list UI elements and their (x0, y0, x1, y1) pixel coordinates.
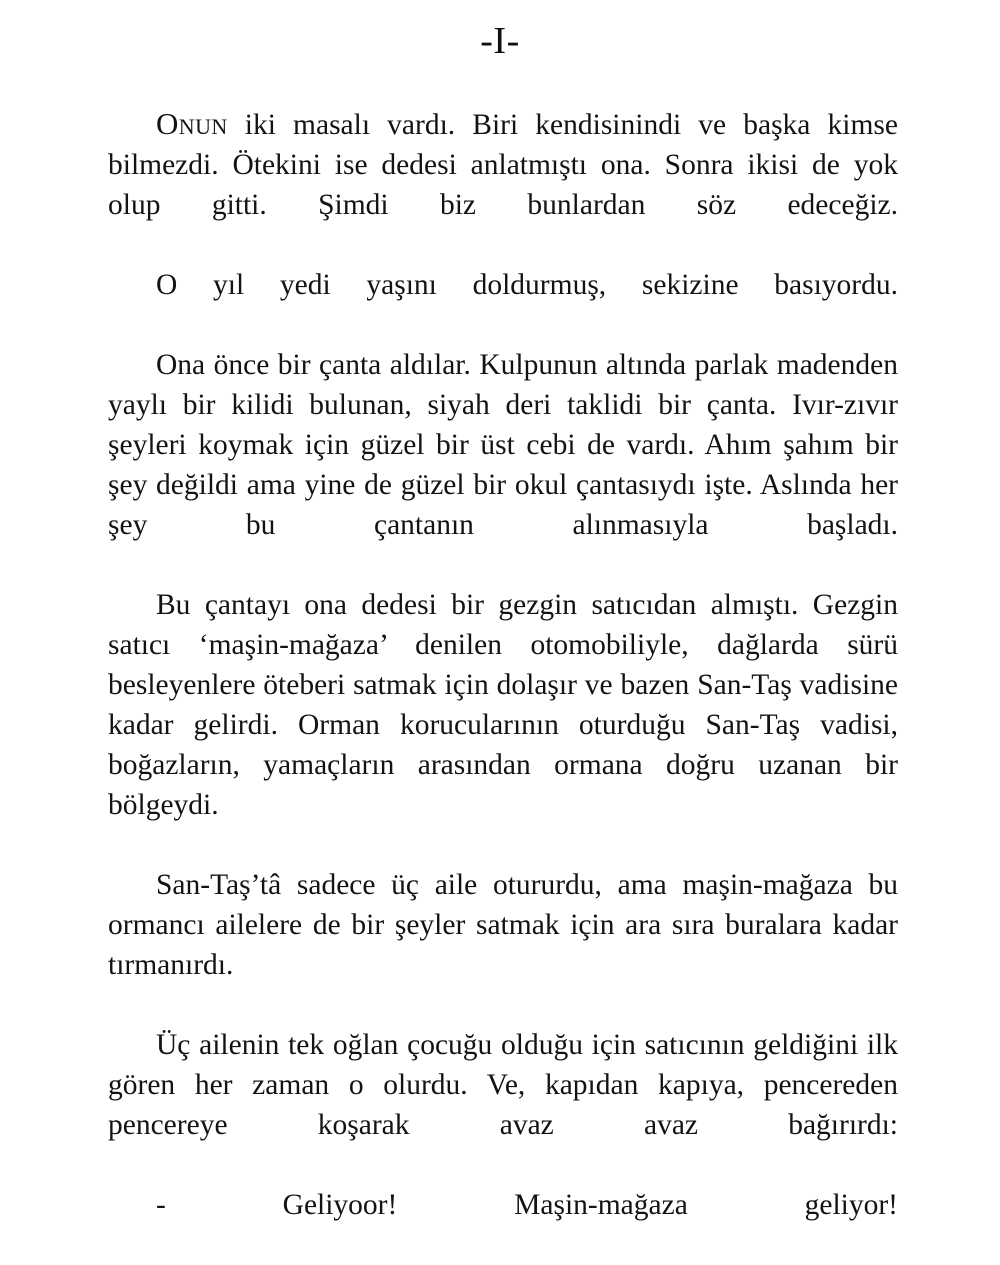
paragraph (108, 265, 898, 345)
paragraph (108, 1185, 898, 1265)
chapter-heading: -I- (480, 20, 520, 62)
paragraph-opening-smallcaps: Onun (156, 106, 228, 141)
paragraph-text: Üç ailenin tek oğlan çocuğu olduğu için satıcının geldiğini ilk gören her zaman o olurdu. Ve, kapıdan kapıya, pencereden pencereye koşarak avaz avaz bağırırdı: (108, 1029, 898, 1141)
paragraph (108, 865, 898, 1025)
paragraph-text: - Geliyoor! Maşin-mağaza geliyor! (156, 1189, 898, 1221)
paragraph (108, 1025, 898, 1185)
paragraph-text: O yıl yedi yaşını doldurmuş, sekizine basıyordu. (156, 269, 898, 301)
paragraph (108, 345, 898, 585)
paragraph-text: San-Taş’tâ sadece üç aile otururdu, ama maşin-mağaza bu ormancı ailelere de bir şeyler satmak için ara sıra buralara kadar tırmanırdı. (108, 869, 898, 981)
paragraph-text: Ona önce bir çanta aldılar. Kulpunun altında parlak madenden yaylı bir kilidi bulunan, siyah deri taklidi bir çanta. Ivır-zıvır şeyleri koymak için güzel bir üst cebi de vardı. Ahım şahım bir şey değildi ama yine de güzel bir okul çantasıydı işte. Aslında her şey bu çantanın alınmasıyla başladı. (108, 349, 898, 541)
paragraph-text: Bu çantayı ona dedesi bir gezgin satıcıdan almıştı. Gezgin satıcı ‘maşin-mağaza’ denilen otomobiliyle, dağlarda sürü besleyenlere öteberi satmak için dolaşır ve bazen San-Taş vadisine kadar gelirdi. Orman korucularının oturduğu San-Taş vadisi, boğazların, yamaçların arasından ormana doğru uzanan bir bölgeydi. (108, 589, 898, 821)
paragraph (108, 104, 898, 265)
paragraph (108, 585, 898, 865)
body-text-block (108, 104, 898, 1265)
paragraph-text: iki masalı vardı. Biri kendisinindi ve başka kimse bilmezdi. Ötekini ise dedesi anlatmıştı ona. Sonra ikisi de yok olup gitti. Şimdi biz bunlardan söz edeceğiz. (108, 109, 898, 221)
